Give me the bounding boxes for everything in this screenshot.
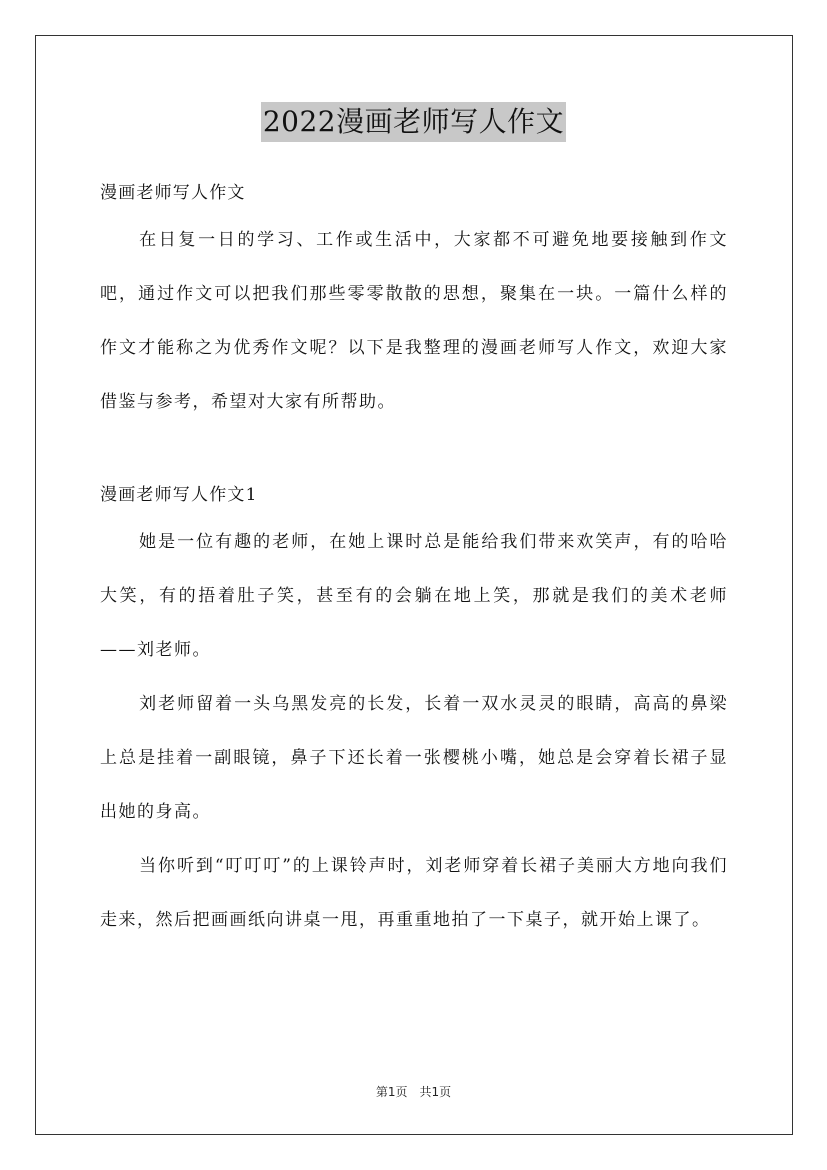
page-number: 第1页 共1页	[375, 1085, 452, 1099]
section-gap	[100, 429, 728, 475]
paragraph: 她是一位有趣的老师，在她上课时总是能给我们带来欢笑声，有的哈哈大笑，有的捂着肚子笑，甚至有的会躺在地上笑，那就是我们的美术老师——刘老师。	[100, 532, 728, 660]
document-body	[100, 173, 728, 947]
paragraph: 当你听到“叮叮叮”的上课铃声时，刘老师穿着长裙子美丽大方地向我们走来，然后把画画纸向讲桌一甩，再重重地拍了一下桌子，就开始上课了。	[100, 856, 728, 930]
document-title: 2022漫画老师写人作文	[261, 102, 566, 142]
section-heading: 漫画老师写人作文1	[100, 485, 258, 505]
section-heading: 漫画老师写人作文	[100, 183, 246, 203]
paragraph: 在日复一日的学习、工作或生活中，大家都不可避免地要接触到作文吧，通过作文可以把我们那些零零散散的思想，聚集在一块。一篇什么样的作文才能称之为优秀作文呢？以下是我整理的漫画老师写人作文，欢迎大家借鉴与参考，希望对大家有所帮助。	[100, 230, 728, 412]
paragraph: 刘老师留着一头乌黑发亮的长发，长着一双水灵灵的眼睛，高高的鼻梁上总是挂着一副眼镜，鼻子下还长着一张樱桃小嘴，她总是会穿着长裙子显出她的身高。	[100, 694, 728, 822]
title-container	[0, 102, 827, 142]
